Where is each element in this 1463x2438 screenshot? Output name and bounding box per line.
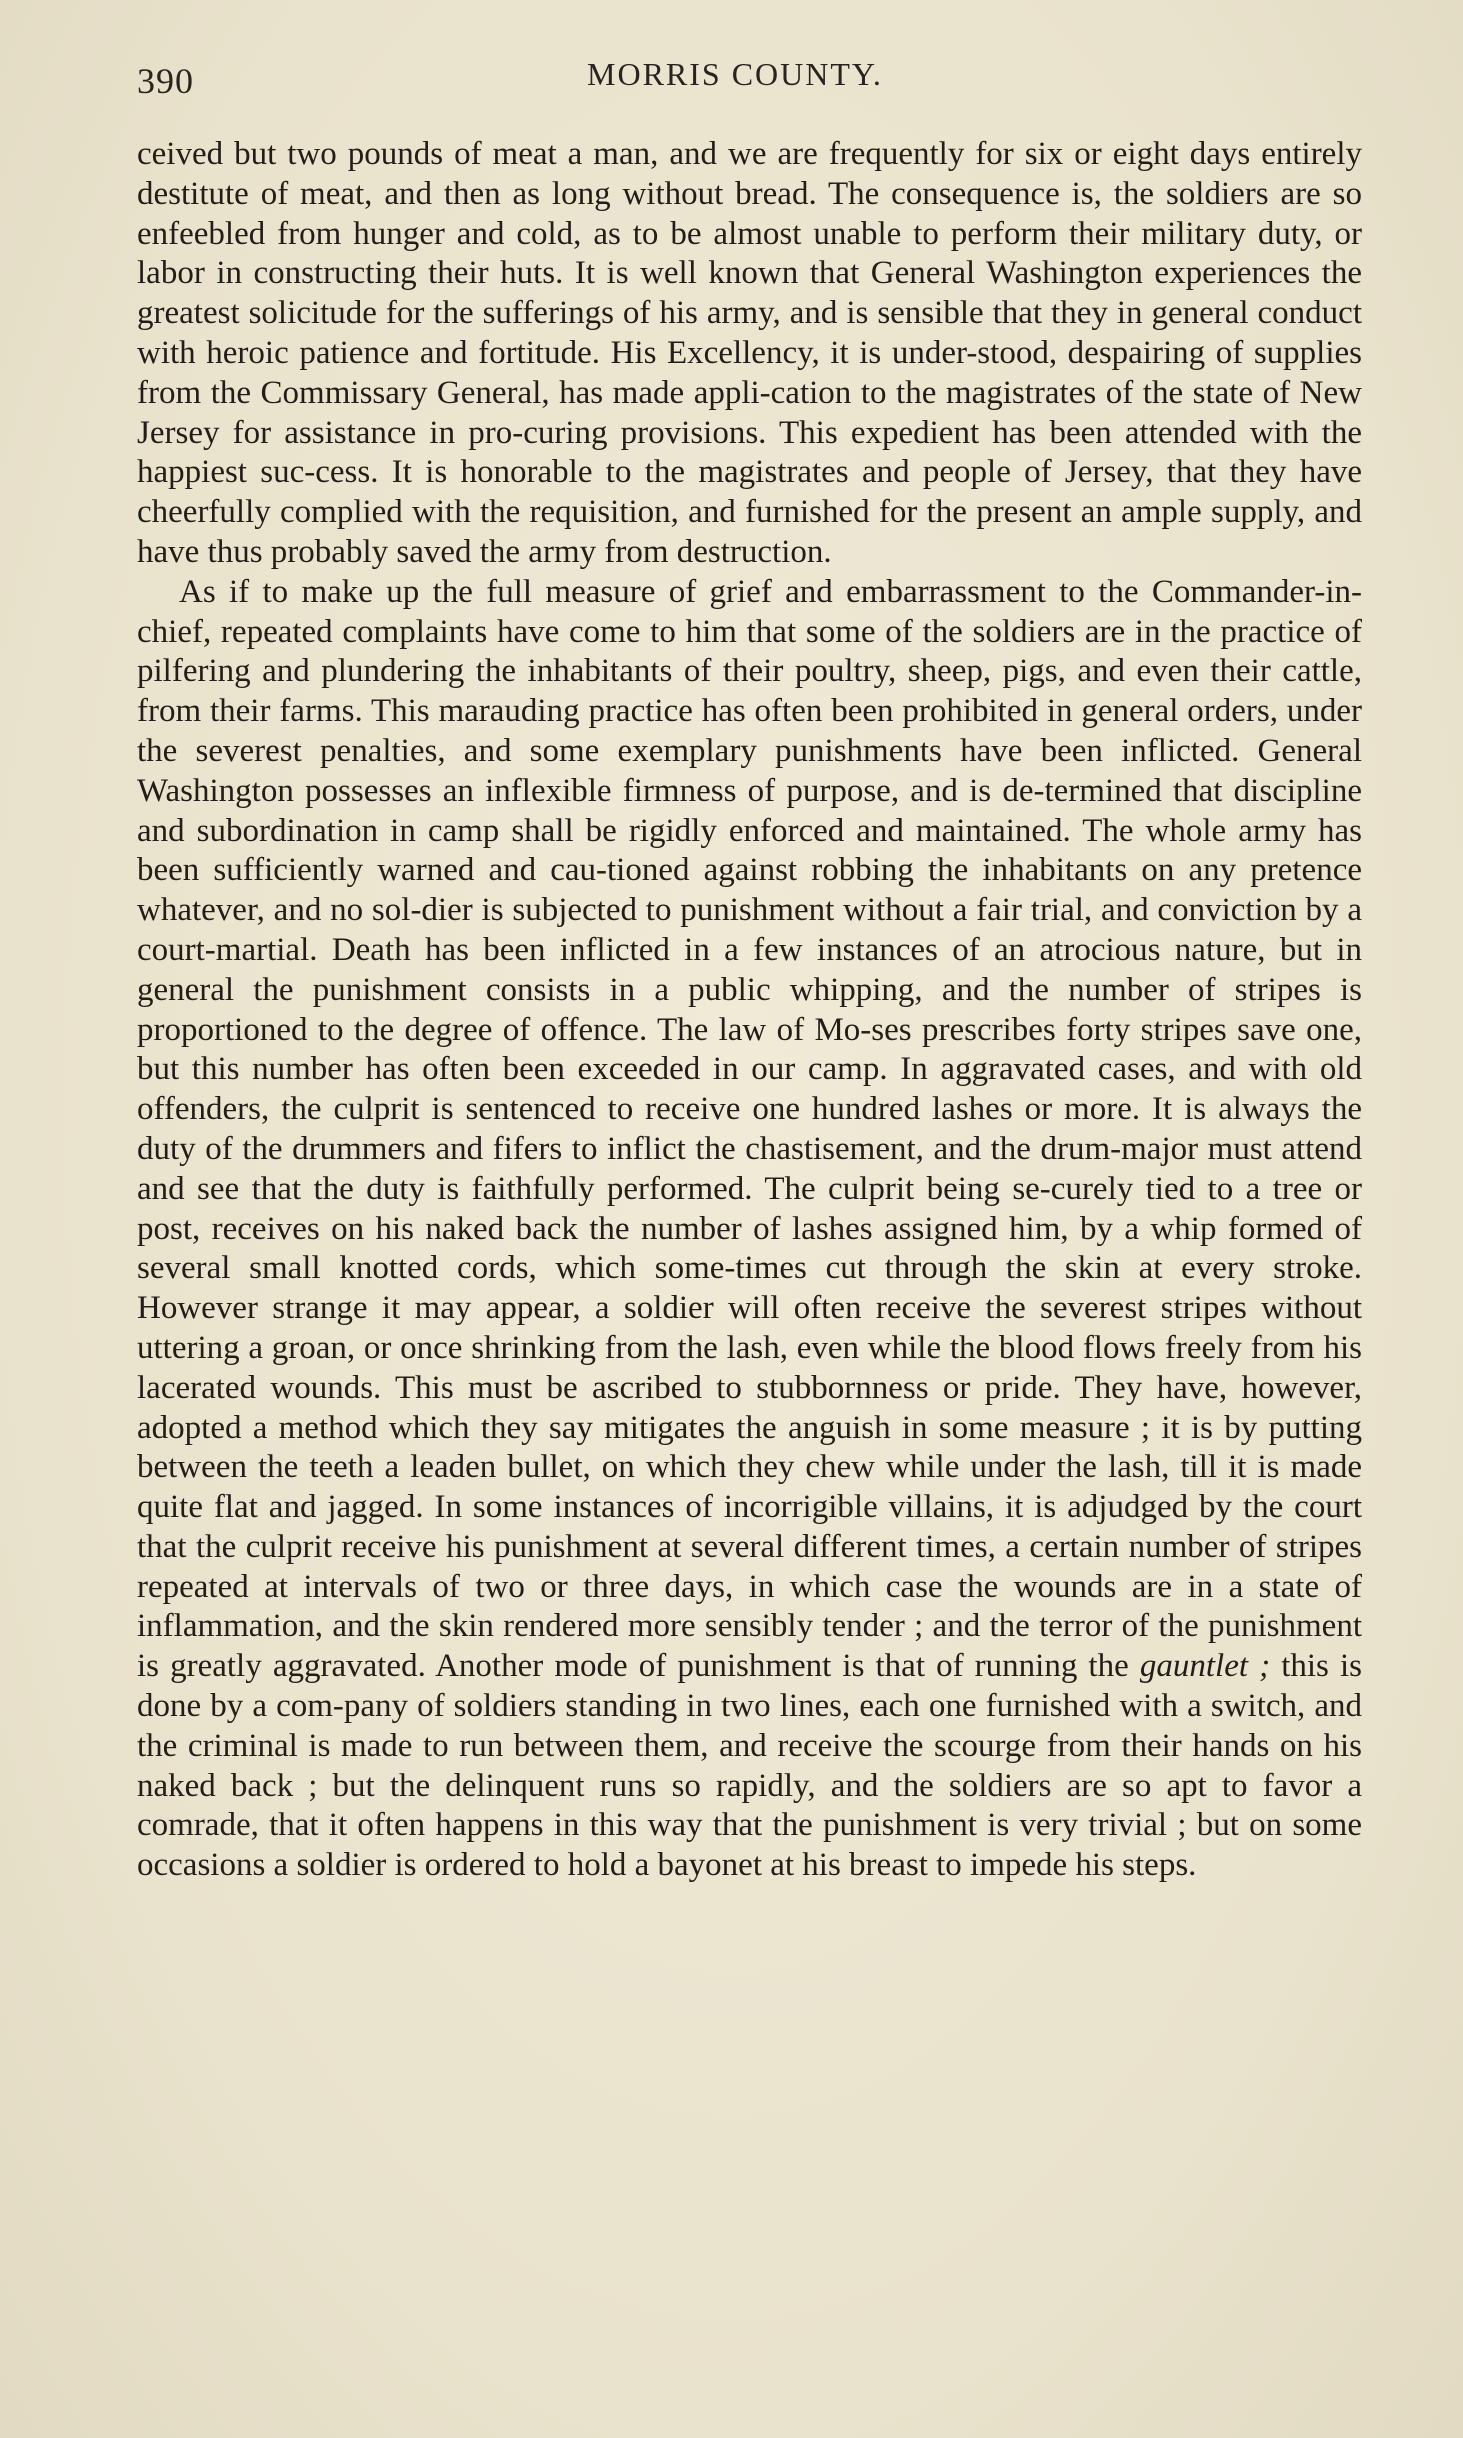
- paragraph-2-text-after: this is done by a com-pany of soldiers standing in two lines, each one furnished with a switch, and the criminal is made to run between them, and receive the scourge from their hands on his naked back ; but the delinquent runs so rapidly, and the soldiers are so apt to favor a comrade, that it often happens in this way that the punishment is very trivial ; but on some occasions a soldier is ordered to hold a bayonet at his breast to impede his steps.: [137, 1648, 1362, 1884]
- running-head-title: MORRIS COUNTY.: [587, 56, 883, 92]
- body-text: [137, 135, 1362, 1886]
- page-number: 390: [137, 61, 194, 101]
- paragraph-2: [137, 573, 1362, 1886]
- paragraph-1: ceived but two pounds of meat a man, and we are frequently for six or eight days entirely destitute of meat, and then as long without bread. The consequence is, the soldiers are so enfeebled from hunger and cold, as to be almost unable to perform their military duty, or labor in constructing their huts. It is well known that General Washington experiences the greatest solicitude for the sufferings of his army, and is sensible that they in general conduct with heroic patience and fortitude. His Excellency, it is under-stood, despairing of supplies from the Commissary General, has made appli-cation to the magistrates of the state of New Jersey for assistance in pro-curing provisions. This expedient has been attended with the happiest suc-cess. It is honorable to the magistrates and people of Jersey, that they have cheerfully complied with the requisition, and furnished for the present an ample supply, and have thus probably saved the army from destruction.: [137, 136, 1362, 570]
- paragraph-2-text-before: As if to make up the full measure of grief and embarrassment to the Commander-in-chief, repeated complaints have come to him that some of the soldiers are in the practice of pilfering and plundering the inhabitants of their poultry, sheep, pigs, and even their cattle, from their farms. This marauding practice has often been prohibited in general orders, under the severest penalties, and some exemplary punishments have been inflicted. General Washington possesses an inflexible firmness of purpose, and is de-termined that discipline and subordination in camp shall be rigidly enforced and maintained. The whole army has been sufficiently warned and cau-tioned against robbing the inhabitants on any pretence whatever, and no sol-dier is subjected to punishment without a fair trial, and conviction by a court-martial. Death has been inflicted in a few instances of an atrocious nature, but in general the punishment consists in a public whipping, and the number of stripes is proportioned to the degree of offence. The law of Mo-ses prescribes forty stripes save one, but this number has often been exceeded in our camp. In aggravated cases, and with old offenders, the culprit is sentenced to receive one hundred lashes or more. It is always the duty of the drummers and fifers to inflict the chastisement, and the drum-major must attend and see that the duty is faithfully performed. The culprit being se-curely tied to a tree or post, receives on his naked back the number of lashes assigned him, by a whip formed of several small knotted cords, which some-times cut through the skin at every stroke. However strange it may appear, a soldier will often receive the severest stripes without uttering a groan, or once shrinking from the lash, even while the blood flows freely from his lacerated wounds. This must be ascribed to stubbornness or pride. They have, however, adopted a method which they say mitigates the anguish in some measure ; it is by putting between the teeth a leaden bullet, on which they chew while under the lash, till it is made quite flat and jagged. In some instances of incorrigible villains, it is adjudged by the court that the culprit receive his punishment at several different times, a certain number of stripes repeated at intervals of two or three days, in which case the wounds are in a state of inflammation, and the skin rendered more sensibly tender ; and the terror of the punishment is greatly aggravated. Another mode of punishment is that of running the: [137, 573, 1362, 1685]
- running-head: [137, 52, 1362, 102]
- gauntlet-italic: gauntlet ;: [1139, 1648, 1271, 1685]
